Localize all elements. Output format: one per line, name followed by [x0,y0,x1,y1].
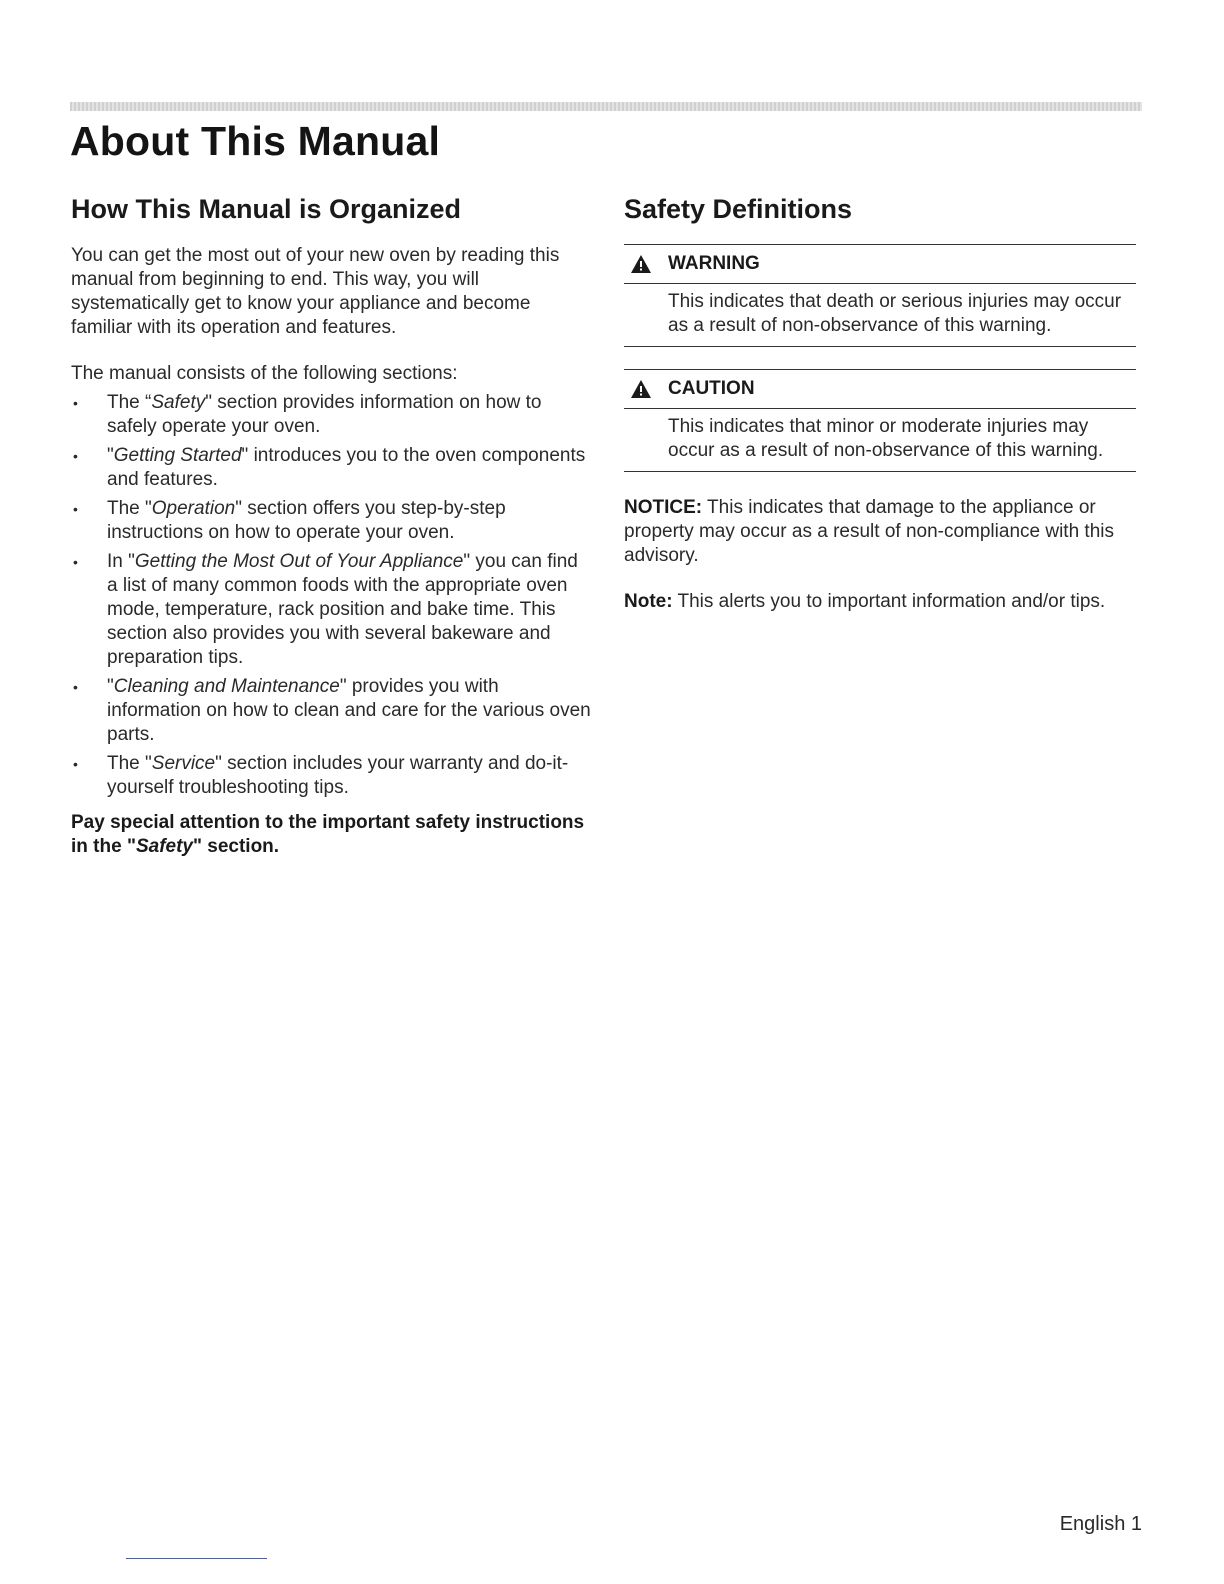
notice-definition [624,496,1136,568]
note-label: Note: [624,591,673,612]
note-definition [624,590,1136,614]
warning-label: WARNING [668,253,760,274]
title-top-rule [70,102,1142,111]
list-item: • "Cleaning and Maintenance" provides you with information on how to clean and care for the various oven parts. [73,676,591,745]
intro-paragraph: You can get the most out of your new oven by reading this manual from beginning to end. This way, you will systematically get to know your appliance and become familiar with its operation and features. [71,245,560,338]
page-number: English 1 [1059,1513,1142,1535]
section-title: Safety [151,392,206,413]
left-column [71,192,591,859]
warning-text: This indicates that death or serious injuries may occur as a result of non-observance of this warning. [668,291,1122,336]
bullet: • [73,554,78,570]
list-item: • The "Operation" section offers you step-by-step instructions on how to operate your oven. [73,498,506,543]
bullet: • [73,395,78,411]
list-item: • In "Getting the Most Out of Your Appliance" you can find a list of many common foods with the appropriate oven mode, temperature, rack position and bake time. This section also provides you with several bakeware and preparation tips. [73,551,578,668]
safety-definitions-heading: Safety Definitions [624,194,853,224]
bullet: • [73,448,78,464]
bottom-link-rule [126,1558,267,1559]
caution-label: CAUTION [668,378,755,399]
safety-attention-note: Pay special attention to the important safety instructions in the "Safety" section. [71,812,585,857]
section-title: Service [151,753,216,774]
list-item: • "Getting Started" introduces you to the oven components and features. [73,445,586,490]
warning-definition [624,244,1136,347]
note-text: This alerts you to important information and/or tips. [672,591,1106,612]
warning-triangle-icon [630,254,652,274]
section-title: Getting Started [113,445,242,466]
caution-header [624,370,1136,409]
right-column [624,192,1136,614]
sections-lead: The manual consists of the following sections: [71,363,458,384]
organization-heading: How This Manual is Organized [71,194,462,224]
bullet: • [73,756,78,772]
bullet: • [73,679,78,695]
section-title: Operation [151,498,236,519]
list-item: • The “Safety" section provides information on how to safely operate your oven. [73,392,542,437]
warning-triangle-icon [630,379,652,399]
page-title: About This Manual [70,118,441,164]
sections-list [71,391,591,800]
notice-text: This indicates that damage to the appliance or property may occur as a result of non-compliance with this advisory. [624,497,1114,566]
caution-definition [624,369,1136,472]
notice-label: NOTICE: [624,497,703,518]
list-item: • The "Service" section includes your warranty and do-it-yourself troubleshooting tips. [73,753,569,798]
section-title: Getting the Most Out of Your Appliance [134,551,464,572]
caution-text: This indicates that minor or moderate injuries may occur as a result of non-observance of this warning. [668,416,1104,461]
bullet: • [73,501,78,517]
warning-header [624,245,1136,284]
section-title: Cleaning and Maintenance [113,676,340,697]
